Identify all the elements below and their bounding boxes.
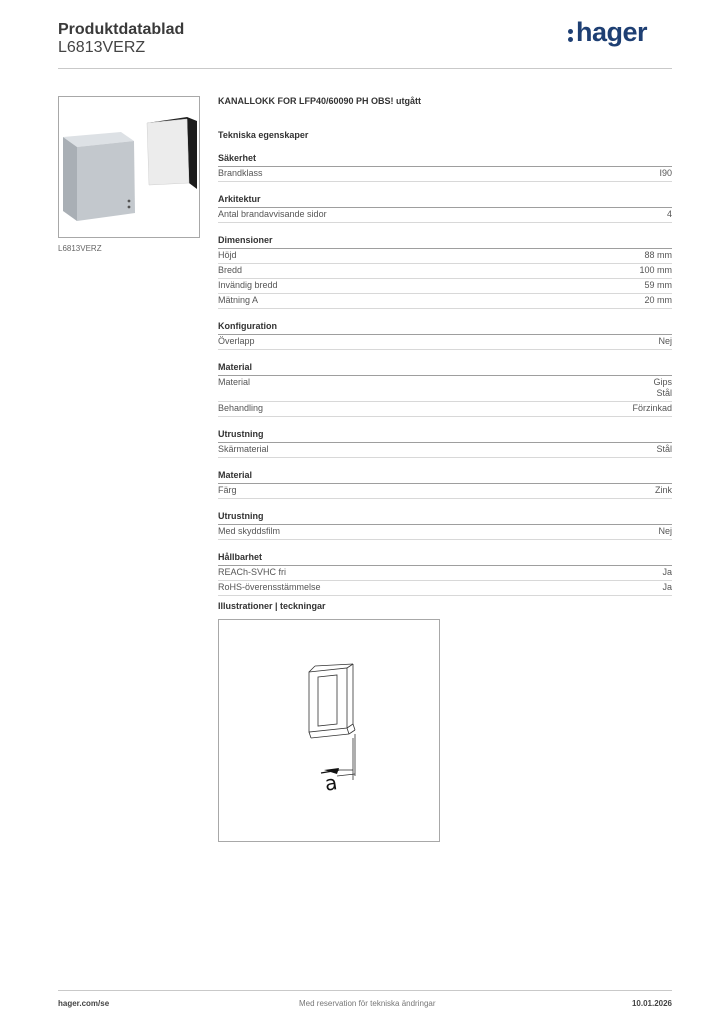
spec-group <box>218 509 672 540</box>
product-photo <box>58 96 200 238</box>
spec-group-title: Utrustning <box>218 427 672 443</box>
spec-value: Nej <box>658 336 672 346</box>
spec-value: Nej <box>658 526 672 536</box>
footer-disclaimer: Med reservation för tekniska ändringar <box>299 999 436 1008</box>
spec-row <box>218 335 672 350</box>
photo-caption: L6813VERZ <box>58 244 102 253</box>
technical-drawing <box>218 619 440 842</box>
footer-date: 10.01.2026 <box>631 999 672 1008</box>
spec-group-title: Material <box>218 468 672 484</box>
spec-group-title: Dimensioner <box>218 233 672 249</box>
logo-text: hager <box>576 17 648 47</box>
spec-row <box>218 566 672 581</box>
spec-row <box>218 208 672 223</box>
spec-row <box>218 581 672 596</box>
dimension-a-label: a <box>323 770 339 796</box>
spec-value: Stål <box>656 444 672 454</box>
spec-label: Höjd <box>218 250 237 260</box>
spec-value: Ja <box>662 567 672 577</box>
spec-row <box>218 279 672 294</box>
spec-label: Bredd <box>218 265 243 275</box>
spec-row <box>218 443 672 458</box>
spec-table <box>218 151 672 606</box>
spec-group <box>218 233 672 309</box>
header-divider <box>58 68 672 69</box>
spec-label: Behandling <box>218 403 264 413</box>
spec-label: Material <box>218 377 251 387</box>
spec-label: Färg <box>218 485 237 495</box>
spec-value: 4 <box>666 209 672 219</box>
spec-label: RoHS-överensstämmelse <box>218 582 321 592</box>
footer-divider <box>58 990 672 991</box>
spec-group <box>218 427 672 458</box>
hager-logo <box>568 17 647 48</box>
spec-group-title: Arkitektur <box>218 192 672 208</box>
spec-group <box>218 319 672 350</box>
spec-group-title: Utrustning <box>218 509 672 525</box>
spec-value: Zink <box>654 485 672 495</box>
spec-group <box>218 151 672 182</box>
spec-label: Antal brandavvisande sidor <box>218 209 327 219</box>
tech-specs-heading: Tekniska egenskaper <box>218 130 309 140</box>
spec-group-title: Säkerhet <box>218 151 672 167</box>
page-title: Produktdatablad <box>58 21 185 38</box>
spec-value: Ja <box>662 582 672 592</box>
spec-group <box>218 550 672 596</box>
spec-row <box>218 376 672 402</box>
spec-label: Mätning A <box>218 295 259 305</box>
spec-label: Med skyddsfilm <box>218 526 281 536</box>
spec-group-title: Material <box>218 360 672 376</box>
spec-value: 59 mm <box>644 280 672 290</box>
spec-group <box>218 192 672 223</box>
spec-value: Förzinkad <box>632 403 672 413</box>
spec-group-title: Konfiguration <box>218 319 672 335</box>
spec-label: Invändig bredd <box>218 280 278 290</box>
spec-value: 88 mm <box>644 250 672 260</box>
spec-value: 100 mm <box>639 265 672 275</box>
spec-group-title: Hållbarhet <box>218 550 672 566</box>
spec-row <box>218 294 672 309</box>
illustrations-heading: Illustrationer | teckningar <box>218 601 326 611</box>
spec-row <box>218 249 672 264</box>
footer-website-link[interactable]: hager.com/se <box>58 999 110 1008</box>
product-code: L6813VERZ <box>58 39 146 56</box>
spec-value: 20 mm <box>644 295 672 305</box>
spec-label: Brandklass <box>218 168 263 178</box>
spec-row <box>218 525 672 540</box>
spec-row <box>218 484 672 499</box>
spec-group <box>218 468 672 499</box>
spec-group <box>218 360 672 417</box>
product-name: KANALLOKK FOR LFP40/60090 PH OBS! utgått <box>218 96 422 106</box>
spec-label: Skärmaterial <box>218 444 269 454</box>
spec-label: Överlapp <box>218 336 255 346</box>
spec-row <box>218 264 672 279</box>
spec-value: I90 <box>659 168 672 178</box>
spec-row <box>218 167 672 182</box>
spec-label: REACh-SVHC fri <box>218 567 287 577</box>
spec-row <box>218 402 672 417</box>
spec-value: Gips Stål <box>653 377 672 398</box>
logo-dots-icon <box>568 23 574 45</box>
